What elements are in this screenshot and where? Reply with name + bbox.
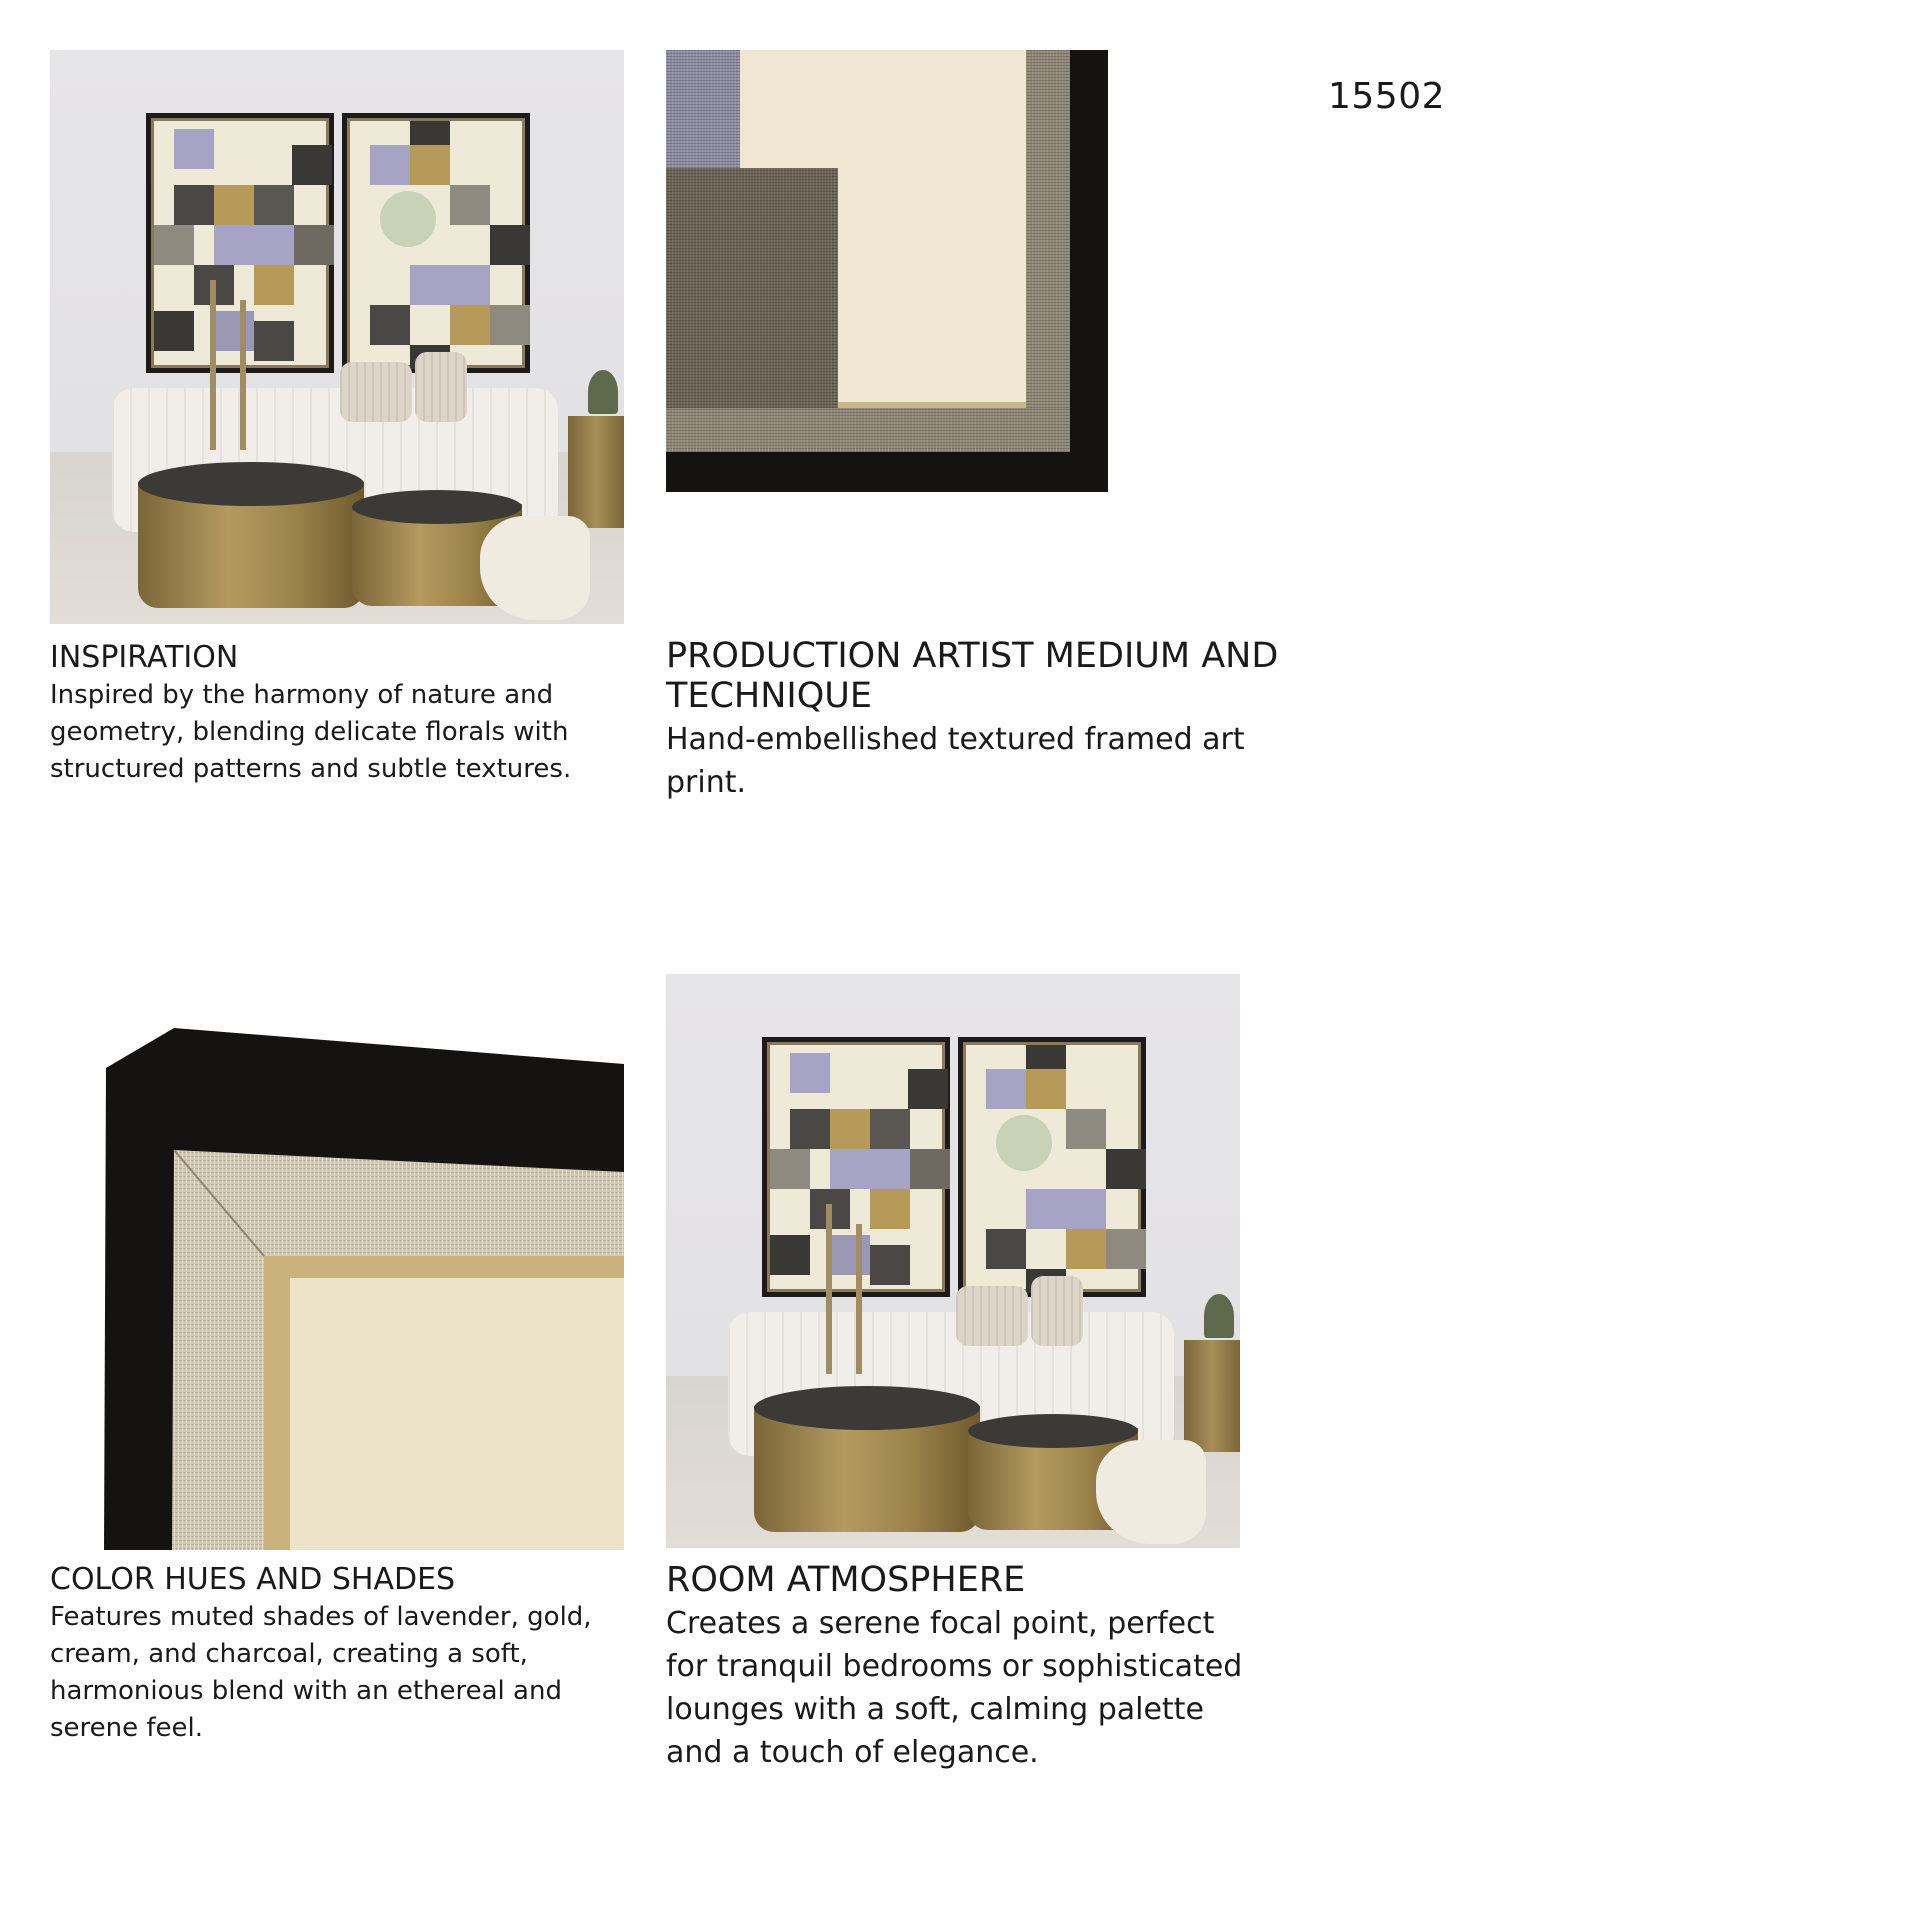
inspiration-section (50, 640, 630, 788)
side-table (568, 416, 624, 528)
candle-holder (210, 280, 216, 450)
plant (588, 370, 618, 414)
coffee-table-top (754, 1386, 980, 1430)
colors-heading: COLOR HUES AND SHADES (50, 1562, 456, 1597)
charcoal-gold-panel (666, 168, 838, 408)
candle-holder (856, 1224, 862, 1374)
pillow (415, 352, 467, 422)
inspiration-text: Inspired by the harmony of nature and geometry, blending delicate florals with structured patterns and subtle textures. (50, 680, 572, 784)
production-text: Hand-embellished textured framed art print. (666, 722, 1245, 800)
lavender-panel (666, 50, 740, 168)
black-frame-edge (1070, 50, 1108, 492)
throw-blanket (480, 516, 590, 620)
black-frame-edge (666, 452, 1108, 492)
atmosphere-section (666, 1560, 1246, 1774)
frame-corner-closeup-photo (666, 50, 1108, 492)
coffee-table-top (138, 462, 364, 506)
frame-corner-illustration (50, 1020, 624, 1550)
production-heading: PRODUCTION ARTIST MEDIUM AND TECHNIQUE (666, 636, 1279, 716)
throw-blanket (1096, 1440, 1206, 1544)
side-table (1184, 1340, 1240, 1452)
candle-holder (240, 300, 246, 450)
colors-text: Features muted shades of lavender, gold, cream, and charcoal, creating a soft, harmonious blend with an ethereal and serene feel. (50, 1602, 592, 1743)
plant (1204, 1294, 1234, 1338)
production-section (666, 636, 1486, 804)
pillow (340, 362, 412, 422)
room-scene-photo-2 (666, 974, 1240, 1548)
frame-liner (666, 408, 1070, 452)
colors-section (50, 1562, 630, 1747)
framed-artwork-right (958, 1037, 1146, 1297)
atmosphere-heading: ROOM ATMOSPHERE (666, 1560, 1026, 1600)
candle-holder (826, 1204, 832, 1374)
pillow (1031, 1276, 1083, 1346)
room-scene-photo (50, 50, 624, 624)
pillow (956, 1286, 1028, 1346)
inspiration-heading: INSPIRATION (50, 640, 239, 675)
coffee-table-top (968, 1414, 1138, 1448)
atmosphere-text: Creates a serene focal point, perfect for tranquil bedrooms or sophisticated lounges with a soft, calming palette and a touch of elegance. (666, 1606, 1243, 1770)
frame-corner-detail-photo (50, 1020, 624, 1550)
coffee-table-top (352, 490, 522, 524)
framed-artwork-right (342, 113, 530, 373)
sku-number: 15502 (1328, 76, 1446, 117)
